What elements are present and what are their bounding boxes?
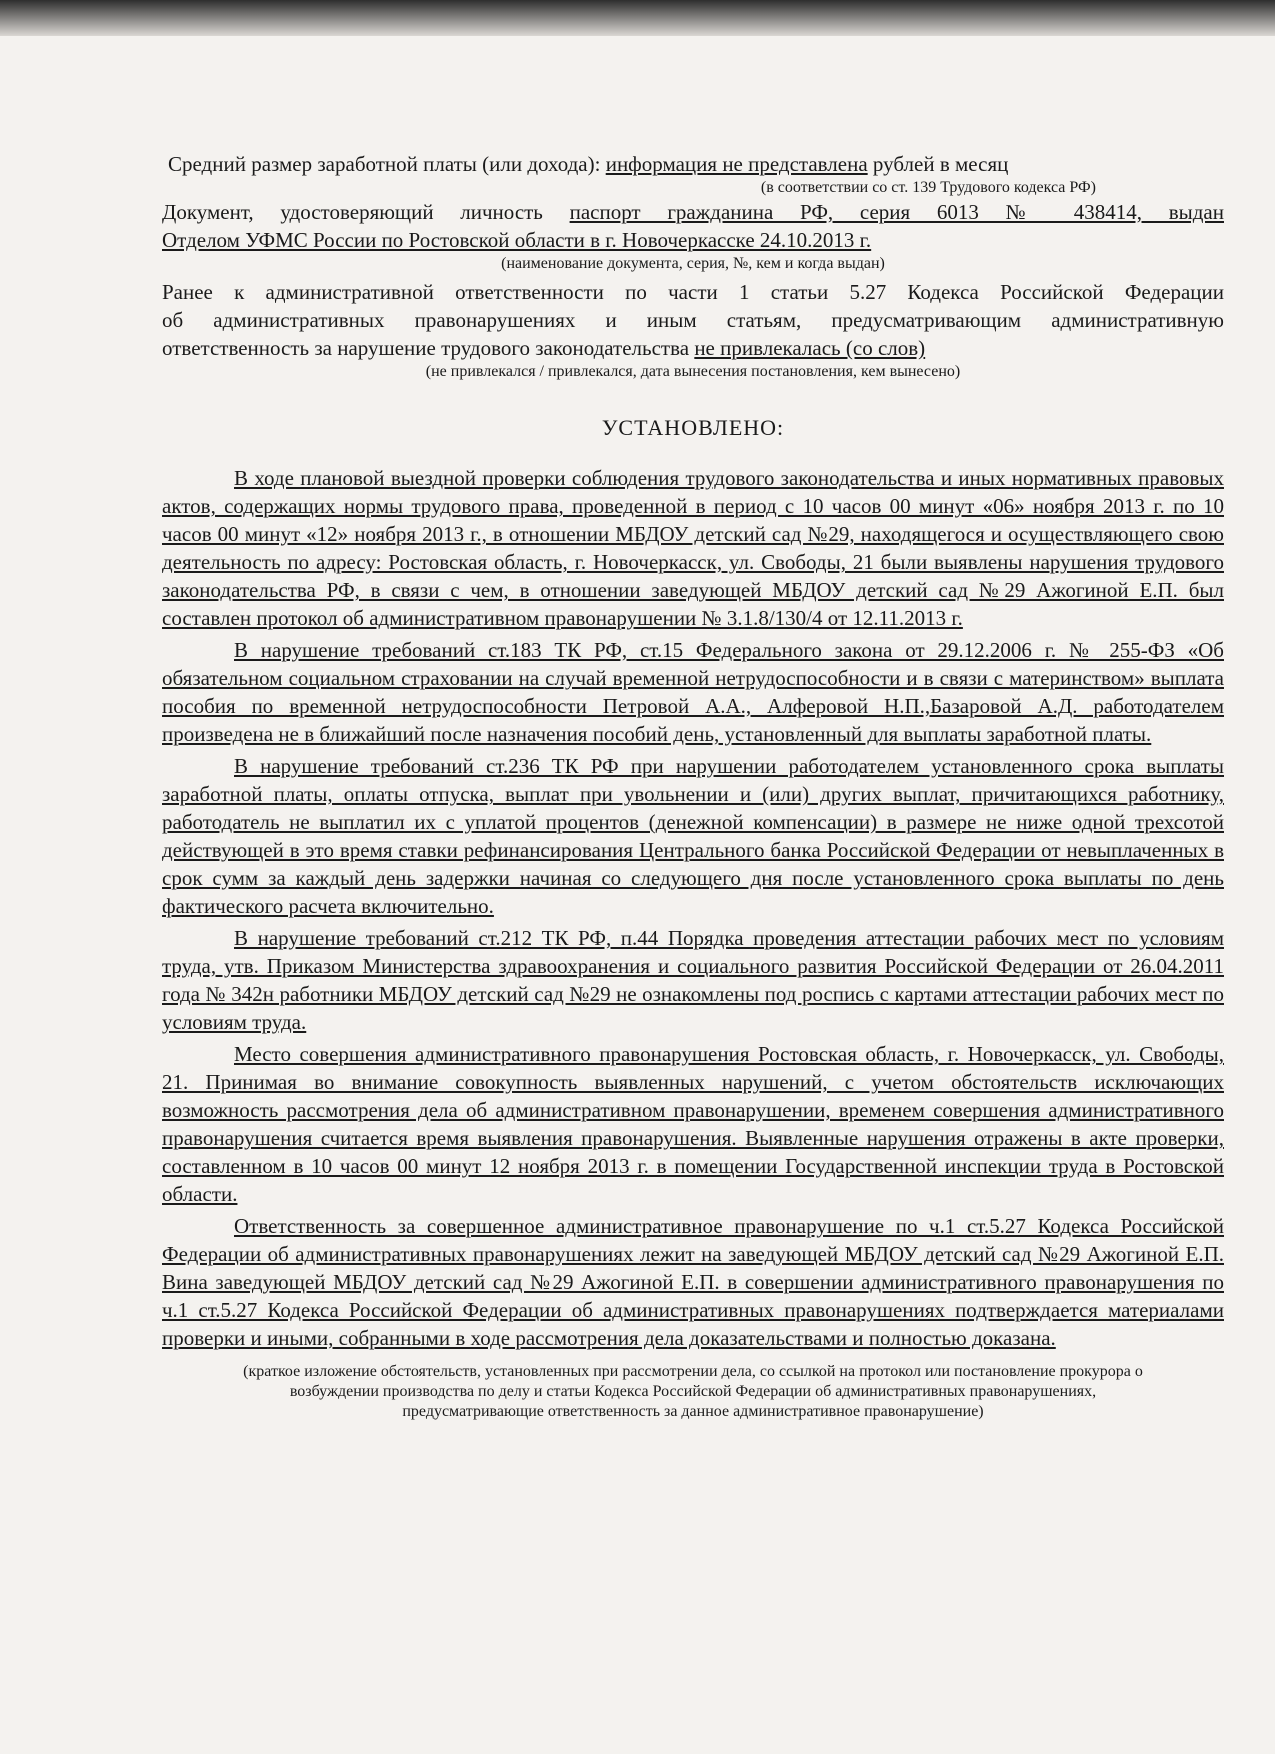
prior-hint: (не привлекался / привлекался, дата вынесения постановления, кем вынесено) <box>425 363 961 380</box>
document-body <box>162 150 1224 1422</box>
prior-line-2: об административных правонарушениях и иным статьям, предусматривающим административную <box>162 308 1224 332</box>
section-title: УСТАНОВЛЕНО: <box>601 415 785 440</box>
doc-prefix: Документ, удостоверяющий личность <box>162 200 570 224</box>
salary-prefix: Средний размер заработной платы (или дохода): <box>168 152 606 176</box>
doc-value-2: Отделом УФМС России по Ростовской области в г. Новочеркасске 24.10.2013 г. <box>162 228 872 252</box>
paragraph-violation-183: В нарушение требований ст.183 ТК РФ, ст.15 Федерального закона от 29.12.2006 г. № 255-ФЗ «Об обязательном социальном страховании на случай временной нетрудоспособности и в связи с материнством» выплата пособия по временной нетрудоспособности Петровой А.А., Алферовой Н.П.,Базаровой А.Д. работодателем произведена не в ближайший после назначения пособий день, установленный для выплаты заработной платы. <box>162 638 1224 746</box>
prior-prefix: ответственность за нарушение трудового законодательства <box>162 336 695 360</box>
salary-suffix: рублей в месяц <box>867 152 1009 176</box>
paragraph-place: Место совершения административного правонарушения Ростовская область, г. Новочеркасск, ул. Свободы, 21. Принимая во внимание совокупность выявленных нарушений, с учетом обстоятельств исключающих возможность рассмотрения дела об административном правонарушении, временем совершения административного правонарушения считается время выявления правонарушения. Выявленные нарушения отражены в акте проверки, составленном в 10 часов 00 минут 12 ноября 2013 г. в помещении Государственной инспекции труда в Ростовской области. <box>162 1042 1224 1206</box>
prior-value: не привлекалась (со слов) <box>694 336 926 360</box>
footer-hint: (краткое изложение обстоятельств, установленных при рассмотрении дела, со ссылкой на протокол или постановление прокурора о возбуждении производства по делу и статьи Кодекса Российской Федерации об административных правонарушениях, предусматривающие ответственность за данное административное правонарушение) <box>243 1363 1143 1420</box>
doc-value-1: паспорт гражданина РФ, серия 6013 № 438414, выдан <box>569 200 1224 224</box>
doc-line-1 <box>162 198 1224 226</box>
paragraph-violation-212: В нарушение требований ст.212 ТК РФ, п.44 Порядка проведения аттестации рабочих мест по условиям труда, утв. Приказом Министерства здравоохранения и социального развития Российской Федерации от 26.04.2011 года № 342н работники МБДОУ детский сад №29 не ознакомлены под роспись с картами аттестации рабочих мест по условиям труда. <box>162 926 1224 1034</box>
prior-line-3 <box>162 334 1224 362</box>
paragraph-responsibility: Ответственность за совершенное административное правонарушение по ч.1 ст.5.27 Кодекса Российской Федерации об административных правонарушениях лежит на заведующей МБДОУ детский сад №29 Ажогиной Е.П. Вина заведующей МБДОУ детский сад №29 Ажогиной Е.П. в совершении административного правонарушения по ч.1 ст.5.27 Кодекса Российской Федерации об административных правонарушениях подтверждается материалами проверки и иными, собранными в ходе рассмотрения дела доказательствами и полностью доказана. <box>162 1214 1224 1350</box>
salary-value: информация не представлена <box>605 152 868 176</box>
paragraph-violation-236: В нарушение требований ст.236 ТК РФ при нарушении работодателем установленного срока выплаты заработной платы, оплаты отпуска, выплат при увольнении и (или) других выплат, причитающихся работнику, работодатель не выплатил их с уплатой процентов (денежной компенсации) в размере не ниже одной трехсотой действующей в это время ставки рефинансирования Центрального банка Российской Федерации от невыплаченных в срок сумм за каждый день задержки начиная со следующего дня после установленного срока выплаты по день фактического расчета включительно. <box>162 754 1224 918</box>
prior-line-1: Ранее к административной ответственности по части 1 статьи 5.27 Кодекса Российской Федерации <box>162 280 1224 304</box>
paragraph-inspection: В ходе плановой выездной проверки соблюдения трудового законодательства и иных нормативных правовых актов, содержащих нормы трудового права, проведенной в период с 10 часов 00 минут «06» ноября 2013 г. по 10 часов 00 минут «12» ноября 2013 г., в отношении МБДОУ детский сад №29, находящегося и осуществляющего свою деятельность по адресу: Ростовская область, г. Новочеркасск, ул. Свободы, 21 были выявлены нарушения трудового законодательства РФ, в связи с чем, в отношении заведующей МБДОУ детский сад №29 Ажогиной Е.П. был составлен протокол об административном правонарушении № 3.1.8/130/4 от 12.11.2013 г. <box>162 466 1224 630</box>
salary-hint: (в соответствии со ст. 139 Трудового кодекса РФ) <box>760 179 1096 196</box>
doc-hint: (наименование документа, серия, №, кем и когда выдан) <box>501 255 885 272</box>
scan-edge-shadow <box>0 0 1275 36</box>
salary-line <box>168 150 1224 178</box>
